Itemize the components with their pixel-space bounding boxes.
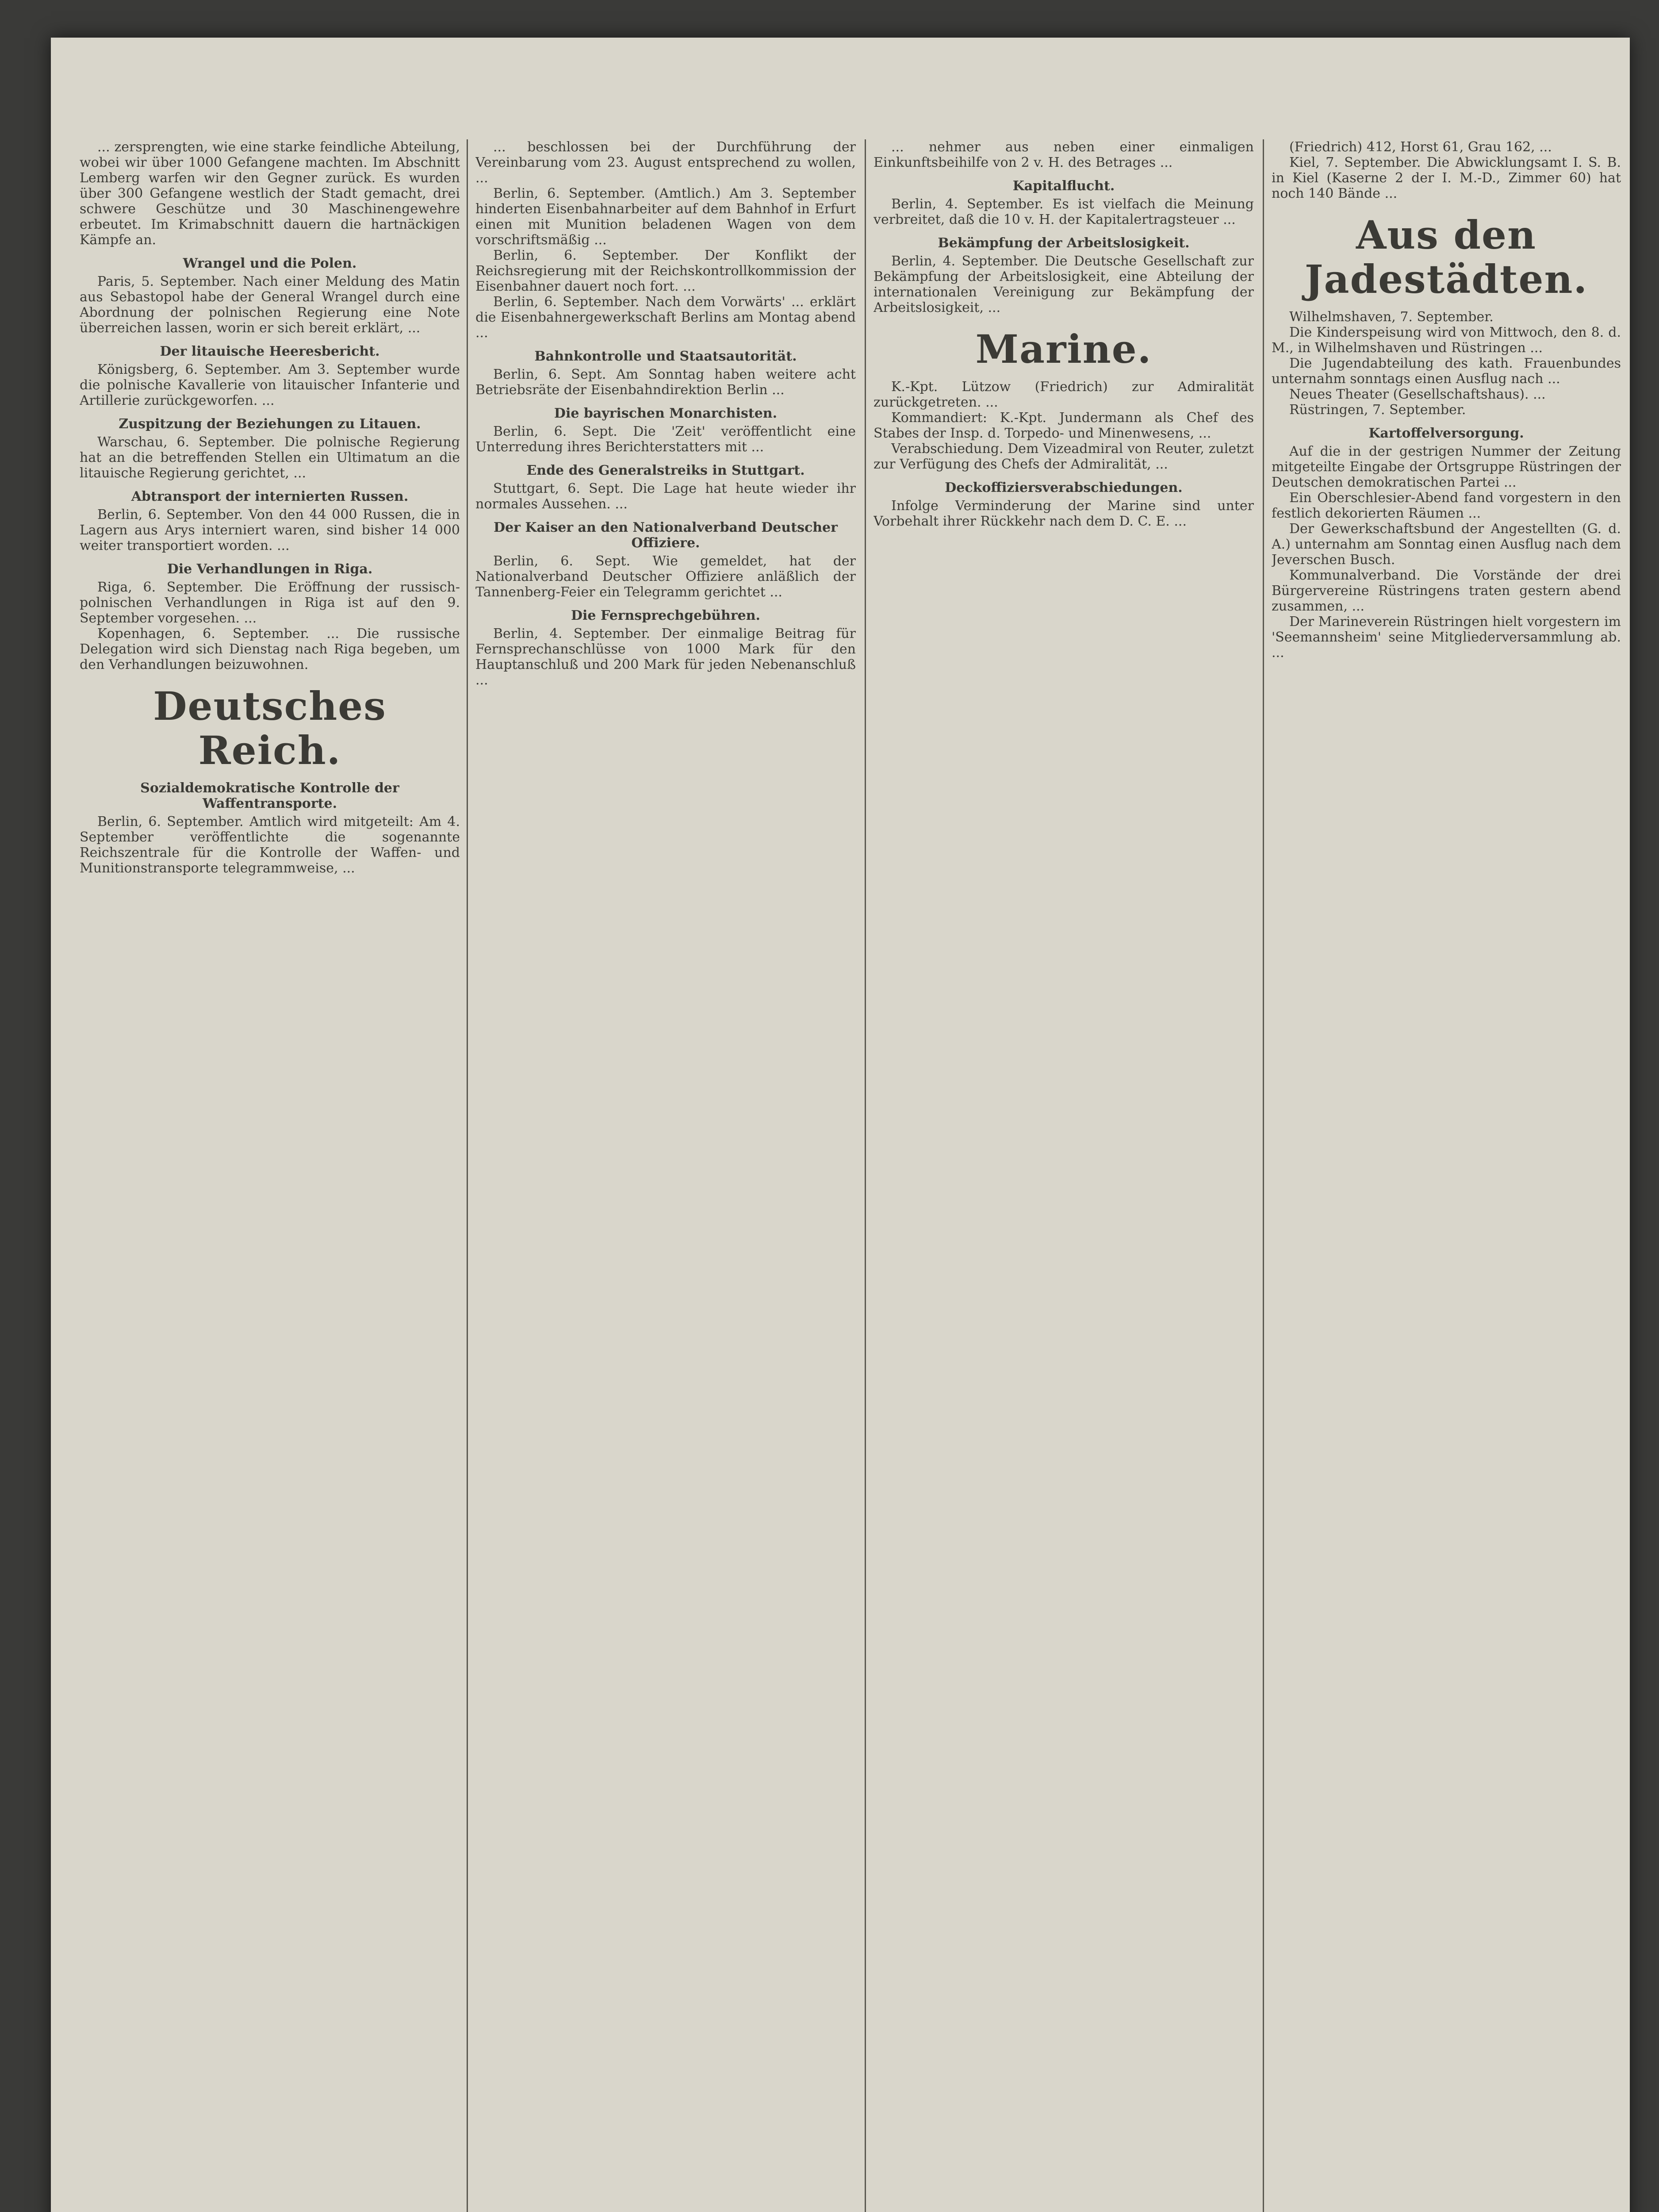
article-paragraph: Berlin, 6. Sept. Wie gemeldet, hat der Nationalverband Deutscher Offiziere anläßlich der Tannenberg-Feier ein Telegramm gerichtet ... — [475, 553, 856, 600]
article-paragraph: Berlin, 4. September. Der einmalige Beitrag für Fernsprechanschlüsse von 1000 Mark für den Hauptanschluß und 200 Mark für jeden Nebenanschluß ... — [475, 626, 856, 688]
article-paragraph: Verabschiedung. Dem Vizeadmiral von Reuter, zuletzt zur Verfügung des Chefs der Admiralität, ... — [874, 441, 1254, 472]
column-1 — [80, 139, 460, 2212]
section-heading: Die Fernsprechgebühren. — [571, 608, 760, 623]
section-heading: Der Kaiser an den Nationalverband Deutscher Offiziere. — [494, 520, 838, 551]
column-rule — [865, 139, 866, 2212]
article-paragraph: Ein Oberschlesier-Abend fand vorgestern in den festlich dekorierten Räumen ... — [1272, 490, 1621, 521]
section-heading: Bahnkontrolle und Staatsautorität. — [534, 349, 797, 364]
column-4 — [1272, 139, 1621, 2212]
article-paragraph: Kommandiert: K.-Kpt. Jundermann als Chef des Stabes der Insp. d. Torpedo- und Minenwesens, ... — [874, 410, 1254, 441]
section-heading: Ende des Generalstreiks in Stuttgart. — [526, 463, 805, 478]
article-paragraph: (Friedrich) 412, Horst 61, Grau 162, ... — [1289, 139, 1552, 155]
section-heading: Die bayrischen Monarchisten. — [554, 406, 778, 421]
column-3 — [874, 139, 1254, 2212]
article-paragraph: Auf die in der gestrigen Nummer der Zeitung mitgeteilte Eingabe der Ortsgruppe Rüstringen der Deutschen demokratischen Partei ... — [1272, 444, 1621, 490]
section-heading: Wrangel und die Polen. — [183, 256, 357, 271]
article-paragraph: Königsberg, 6. September. Am 3. September wurde die polnische Kavallerie von litauischer Infanterie und Artillerie zurückgeworfen. ... — [80, 362, 460, 408]
article-paragraph: K.-Kpt. Lützow (Friedrich) zur Admiralität zurückgetreten. ... — [874, 379, 1254, 410]
article-paragraph: Berlin, 6. September. (Amtlich.) Am 3. September hinderten Eisenbahnarbeiter auf dem Bahnhof in Erfurt einen mit Munition beladenen Wagen von dem vorschriftsmäßig ... — [475, 186, 856, 248]
column-2 — [475, 139, 856, 2212]
article-paragraph: Berlin, 4. September. Es ist vielfach die Meinung verbreitet, daß die 10 v. H. der Kapitalertragsteuer ... — [874, 196, 1254, 227]
article-paragraph: Riga, 6. September. Die Eröffnung der russisch-polnischen Verhandlungen in Riga ist auf den 9. September vorgesehen. ... — [80, 580, 460, 626]
section-heading: Abtransport der internierten Russen. — [131, 489, 409, 504]
section-heading: Sozialdemokratische Kontrolle der Waffentransporte. — [140, 780, 399, 811]
article-paragraph: Wilhelmshaven, 7. September. — [1289, 309, 1494, 325]
article-paragraph: Neues Theater (Gesellschaftshaus). ... — [1289, 387, 1546, 402]
section-title: Aus den Jadestädten. — [1304, 212, 1588, 302]
article-paragraph: Paris, 5. September. Nach einer Meldung des Matin aus Sebastopol habe der General Wrangel durch eine Abordnung der polnischen Regierung eine Note überreichen lassen, worin er sich bereit erklärt, ... — [80, 274, 460, 336]
article-paragraph: Berlin, 6. September. Nach dem Vorwärts' ... erklärt die Eisenbahnergewerkschaft Berlins am Montag abend ... — [475, 294, 856, 341]
article-paragraph: Berlin, 4. September. Die Deutsche Gesellschaft zur Bekämpfung der Arbeitslosigkeit, eine Abteilung der internationalen Vereinigung zur Bekämpfung der Arbeitslosigkeit, ... — [874, 253, 1254, 315]
article-paragraph: ... nehmer aus neben einer einmaligen Einkunftsbeihilfe von 2 v. H. des Betrages ... — [874, 139, 1254, 170]
article-paragraph: Stuttgart, 6. Sept. Die Lage hat heute wieder ihr normales Aussehen. ... — [475, 481, 856, 512]
article-paragraph: Der Gewerkschaftsbund der Angestellten (G. d. A.) unternahm am Sonntag einen Ausflug nach dem Jeverschen Busch. — [1272, 521, 1621, 568]
article-paragraph: Berlin, 6. September. Amtlich wird mitgeteilt: Am 4. September veröffentlichte die sogenannte Reichszentrale für die Kontrolle der Waffen- und Munitionstransporte telegrammweise, ... — [80, 814, 460, 876]
article-paragraph: Infolge Verminderung der Marine sind unter Vorbehalt ihrer Rückkehr nach dem D. C. E. ... — [874, 498, 1254, 529]
section-title: Deutsches Reich. — [153, 683, 387, 773]
article-paragraph: Rüstringen, 7. September. — [1289, 402, 1466, 418]
article-paragraph: Berlin, 6. Sept. Die 'Zeit' veröffentlicht eine Unterredung ihres Berichterstatters mit ... — [475, 424, 856, 455]
section-title: Marine. — [975, 326, 1152, 372]
newspaper-page — [51, 38, 1630, 2212]
article-paragraph: Berlin, 6. September. Von den 44 000 Russen, die in Lagern aus Arys interniert waren, sind bisher 14 000 weiter transportiert worden. ... — [80, 507, 460, 553]
section-heading: Kapitalflucht. — [1012, 178, 1115, 194]
section-heading: Kartoffelversorgung. — [1368, 426, 1524, 441]
article-paragraph: Die Jugendabteilung des kath. Frauenbundes unternahm sonntags einen Ausflug nach ... — [1272, 356, 1621, 387]
article-paragraph: Berlin, 6. September. Der Konflikt der Reichsregierung mit der Reichskontrollkommission der Eisenbahner dauert noch fort. ... — [475, 248, 856, 294]
article-paragraph: ... beschlossen bei der Durchführung der Vereinbarung vom 23. August entsprechend zu wollen, ... — [475, 139, 856, 186]
section-heading: Zuspitzung der Beziehungen zu Litauen. — [119, 416, 421, 432]
article-paragraph: ... zersprengten, wie eine starke feindliche Abteilung, wobei wir über 1000 Gefangene machten. Im Abschnitt Lemberg warfen wir den Gegner zurück. Es wurden über 300 Gefangene westlich der Stadt gemacht, drei schwere Geschütze und 30 Maschinengewehre erbeutet. Im Krimabschnitt dauern die hartnäckigen Kämpfe an. — [80, 139, 460, 248]
article-paragraph: Der Marineverein Rüstringen hielt vorgestern im 'Seemannsheim' seine Mitgliederversammlung ab. ... — [1272, 614, 1621, 661]
article-paragraph: Kopenhagen, 6. September. ... Die russische Delegation wird sich Dienstag nach Riga begeben, um den Verhandlungen beizuwohnen. — [80, 626, 460, 672]
article-paragraph: Kommunalverband. Die Vorstände der drei Bürgervereine Rüstringens traten gestern abend zusammen, ... — [1272, 568, 1621, 614]
column-rule — [1263, 139, 1264, 2212]
column-rule — [467, 139, 468, 2212]
section-heading: Bekämpfung der Arbeitslosigkeit. — [938, 235, 1190, 251]
section-heading: Die Verhandlungen in Riga. — [167, 561, 373, 577]
section-heading: Der litauische Heeresbericht. — [160, 344, 380, 359]
article-paragraph: Die Kinderspeisung wird von Mittwoch, den 8. d. M., in Wilhelmshaven und Rüstringen ... — [1272, 325, 1621, 356]
article-paragraph: Warschau, 6. September. Die polnische Regierung hat an die betreffenden Stellen ein Ultimatum an die litauische Regierung gerichtet, ... — [80, 434, 460, 481]
article-paragraph: Kiel, 7. September. Die Abwicklungsamt I. S. B. in Kiel (Kaserne 2 der I. M.-D., Zimmer 60) hat noch 140 Bände ... — [1272, 155, 1621, 201]
section-heading: Deckoffiziersverabschiedungen. — [945, 480, 1183, 495]
article-paragraph: Berlin, 6. Sept. Am Sonntag haben weitere acht Betriebsräte der Eisenbahndirektion Berlin ... — [475, 367, 856, 398]
